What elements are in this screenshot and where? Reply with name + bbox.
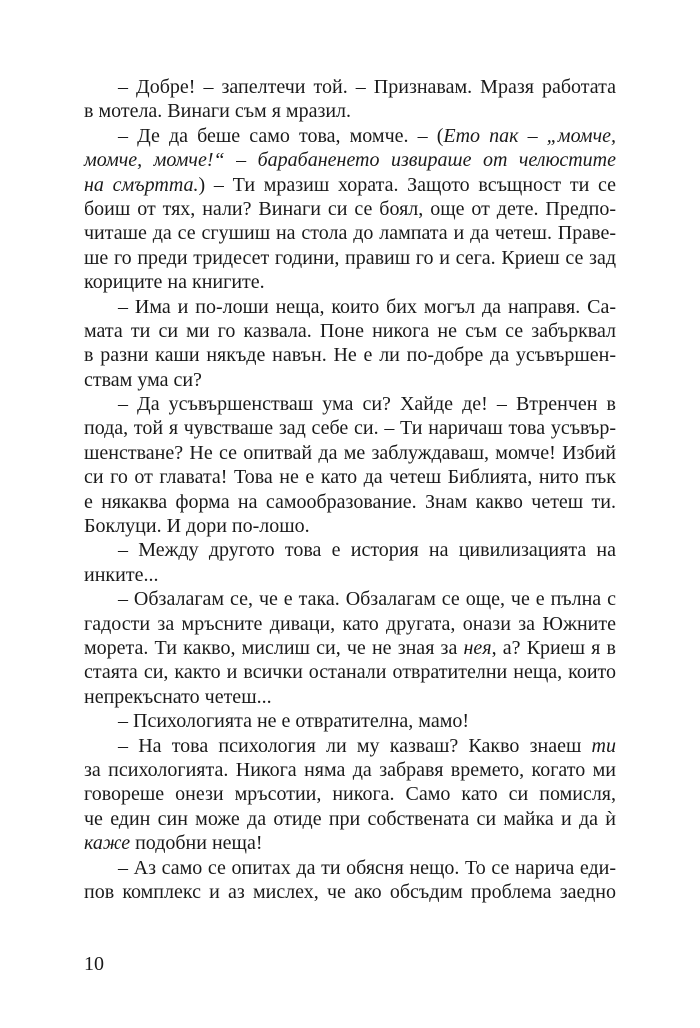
text-segment: – Обзалагам се, че е така. Обзалагам се още, че е пълна с	[118, 588, 616, 611]
text-segment: в разни каши някъде навън. Не е ли по-добре да усъвършен-	[84, 344, 616, 367]
text-line	[84, 75, 616, 99]
text-line	[84, 441, 616, 465]
text-segment: – Между другото това е история на цивилизацията на	[118, 539, 616, 562]
text-line	[84, 295, 616, 319]
text-segment: ) – Ти мразиш хората. Защото всъщност ти се	[198, 173, 617, 196]
text-line	[84, 807, 616, 831]
text-segment: непрекъснато четеш...	[84, 685, 272, 708]
text-line	[84, 416, 616, 440]
text-line	[84, 587, 616, 611]
text-segment: – Психологията не е отвратителна, мамо!	[118, 710, 470, 733]
text-line	[84, 465, 616, 489]
text-segment: – Де да беше само това, момче. – (	[118, 124, 444, 147]
text-line	[84, 880, 616, 904]
italic-text-segment: каже	[84, 832, 131, 855]
text-line	[84, 99, 616, 123]
text-segment: Боклуци. И дори по-лошо.	[84, 515, 310, 538]
text-segment: – Аз само се опитах да ти обясня нещо. То се нарича еди-	[118, 856, 616, 879]
book-page-text	[84, 75, 616, 904]
text-segment: говореше онези мръсотии, никога. Само като си помисля,	[84, 783, 616, 806]
text-line	[84, 612, 616, 636]
text-segment: е някаква форма на самообразование. Знам какво четеш ти.	[84, 490, 616, 513]
text-line	[84, 685, 616, 709]
text-segment: инките...	[84, 563, 159, 586]
text-segment: боиш от тях, нали? Винаги си се боял, още от дете. Предпо-	[84, 197, 616, 220]
italic-text-segment: нея	[463, 636, 492, 659]
text-segment: – Добре! – запелтечи той. – Признавам. Мразя работата	[118, 76, 616, 98]
text-segment: кориците на книгите.	[84, 271, 265, 294]
text-segment: шенстване? Не се опитвай да ме заблуждаваш, момче! Избий	[84, 441, 616, 464]
text-line	[84, 709, 616, 733]
text-segment: си го от главата! Това не е като да четеш Библията, нито пък	[84, 466, 616, 489]
text-line	[84, 124, 616, 148]
text-line	[84, 734, 616, 758]
text-line	[84, 758, 616, 782]
text-segment: , а? Криеш я в	[491, 636, 616, 659]
text-line	[84, 343, 616, 367]
text-line	[84, 148, 616, 172]
text-line	[84, 173, 616, 197]
text-segment: ше го преди тридесет години, правиш го и сега. Криеш се зад	[84, 246, 616, 269]
text-line	[84, 660, 616, 684]
text-line	[84, 856, 616, 880]
text-line	[84, 538, 616, 562]
italic-text-segment: момче, момче!“ – барабаненето извираше от челюстите	[84, 149, 616, 172]
text-line	[84, 221, 616, 245]
text-segment: морета. Ти какво, мислиш си, че не зная за	[84, 636, 464, 659]
text-line	[84, 514, 616, 538]
text-line	[84, 197, 616, 221]
text-segment: в мотела. Винаги съм я мразил.	[84, 100, 352, 123]
text-line	[84, 368, 616, 392]
text-line	[84, 636, 616, 660]
text-segment: мата ти си ми го казвала. Поне никога не съм се забърквал	[84, 319, 616, 342]
text-segment: подобни неща!	[130, 832, 263, 855]
text-line	[84, 246, 616, 270]
text-segment: стаята си, както и всички останали отвратителни неща, които	[84, 661, 616, 684]
text-line	[84, 392, 616, 416]
page-number: 10	[84, 953, 104, 975]
italic-text-segment: на смъртта.	[84, 173, 199, 196]
text-line	[84, 319, 616, 343]
text-segment: – Има и по-лоши неща, които бих могъл да направя. Са-	[118, 295, 616, 318]
italic-text-segment: Ето пак – „момче,	[443, 124, 616, 147]
text-line	[84, 563, 616, 587]
text-segment: за психологията. Никога няма да забравя времето, когато ми	[84, 758, 616, 781]
text-line	[84, 782, 616, 806]
text-line	[84, 270, 616, 294]
text-line	[84, 490, 616, 514]
text-segment: че един син може да отиде при собствената си майка и да ѝ	[84, 807, 616, 830]
text-segment: пода, той я чувстваше зад себе си. – Ти наричаш това усъвър-	[84, 417, 616, 440]
italic-text-segment: ти	[591, 734, 616, 757]
text-line	[84, 831, 616, 855]
text-segment: гадости за мръсните диваци, като другата, онази за Южните	[84, 612, 616, 635]
text-segment: – На това психология ли му казваш? Какво знаеш	[118, 734, 592, 757]
text-segment: читаше да се сгушиш на стола до лампата и да четеш. Праве-	[84, 222, 616, 245]
text-segment: пов комплекс и аз мислех, че ако обсъдим проблема заедно	[84, 880, 616, 903]
text-segment: – Да усъвършенстваш ума си? Хайде де! – Втренчен в	[118, 393, 616, 416]
text-segment: ствам ума си?	[84, 368, 202, 391]
